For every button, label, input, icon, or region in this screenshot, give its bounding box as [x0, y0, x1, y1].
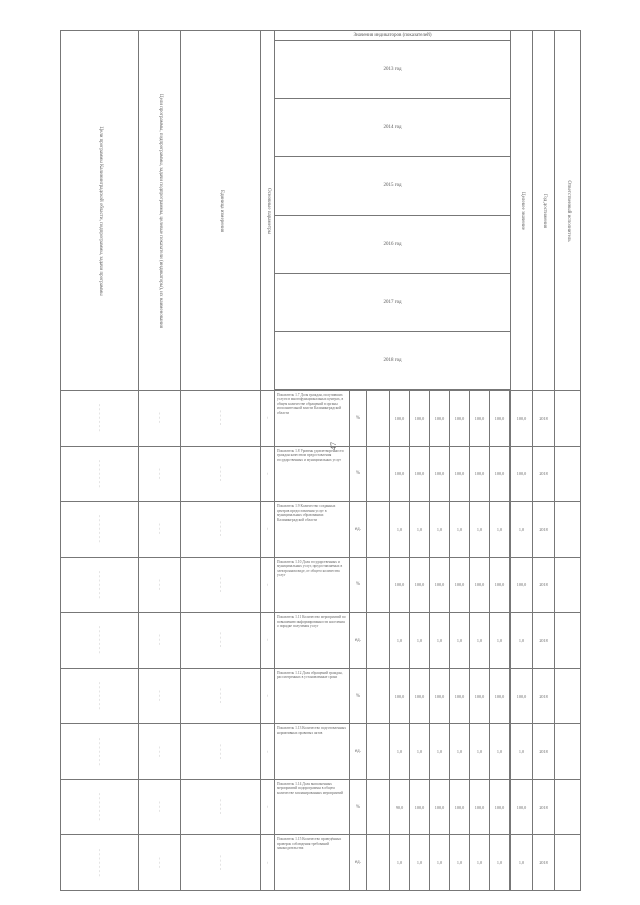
dash-marks: – – – – — [218, 410, 223, 426]
achievement-year: 2018 — [533, 835, 555, 891]
year-value: 1,0 — [490, 835, 510, 890]
table-row — [61, 446, 581, 502]
year-value: 90,0 — [390, 780, 410, 835]
goal-marks-cell — [61, 613, 139, 669]
year-value: 1,0 — [410, 613, 430, 668]
year-value: 100,0 — [450, 391, 470, 446]
responsible-cell — [555, 557, 581, 613]
year-header: 2016 год — [275, 216, 510, 274]
responsible-cell — [555, 835, 581, 891]
row-number-cell — [261, 724, 275, 780]
year-value: 100,0 — [430, 669, 450, 724]
year-value: 100,0 — [450, 669, 470, 724]
dash-marks: – — [265, 472, 270, 476]
baseline-value — [367, 780, 390, 835]
year-value: 1,0 — [410, 724, 430, 779]
indicator-cell — [275, 502, 511, 558]
table-row — [61, 557, 581, 613]
year-value: 100,0 — [490, 558, 510, 613]
year-header-cell — [533, 31, 555, 391]
dash-marks: – – – – — [218, 632, 223, 649]
year-value: 100,0 — [410, 780, 430, 835]
indicator-cell — [275, 446, 511, 502]
achievement-year: 2018 — [533, 724, 555, 780]
year-value: 1,0 — [430, 613, 450, 668]
baseline-value — [367, 835, 390, 890]
subprogram-marks-cell — [139, 724, 181, 780]
dash-marks: – – – – – – – — [97, 848, 102, 877]
dash-marks: – – – – — [218, 855, 223, 871]
year-value: 1,0 — [410, 502, 430, 557]
table-row — [61, 613, 581, 669]
goal-marks-cell — [61, 835, 139, 891]
goal-header-text: Цели программы Калининградской области, подпрограммы, задачи программы — [97, 125, 103, 296]
goal-marks-cell — [61, 391, 139, 447]
year-value: 100,0 — [470, 391, 490, 446]
dash-marks: – — [265, 861, 270, 864]
subprogram-marks-cell — [139, 668, 181, 724]
target-header-text: Целевое значение — [519, 191, 525, 230]
unit-value: ед. — [350, 502, 367, 557]
subprogram-marks-cell — [139, 779, 181, 835]
indicator-text: Показатель 1.10 Доля государственных и муниципальных услуг, предоставляемых в электронном виде, от общего количества услуг — [275, 558, 350, 613]
row-number-cell — [261, 835, 275, 891]
year-value: 1,0 — [430, 835, 450, 890]
dash-marks: – – – – – – – — [97, 571, 102, 599]
goal-marks-cell — [61, 668, 139, 724]
baseline-header-cell — [261, 31, 275, 391]
year-value: 1,0 — [490, 502, 510, 557]
year-value: 100,0 — [430, 780, 450, 835]
target-value: 100,0 — [511, 391, 533, 447]
baseline-value — [367, 558, 390, 613]
row-number-cell — [261, 502, 275, 558]
dash-marks: – – – – – – – — [97, 459, 102, 488]
goal-header-cell — [61, 31, 139, 391]
year-value: 1,0 — [390, 835, 410, 890]
responsible-cell — [555, 668, 581, 724]
header-band — [61, 31, 581, 391]
task-marks-cell — [181, 835, 261, 891]
subprogram-marks-cell — [139, 446, 181, 502]
year-value: 100,0 — [390, 558, 410, 613]
dash-marks: – – – — [157, 634, 162, 646]
unit-value: ед. — [350, 724, 367, 779]
unit-value: % — [350, 447, 367, 502]
dash-marks: – – – – – – – — [97, 404, 102, 433]
indicator-content — [275, 502, 510, 557]
year-value: 1,0 — [470, 724, 490, 779]
target-value: 1,0 — [511, 835, 533, 891]
year-header: 2015 год — [275, 157, 510, 215]
achievement-year: 2018 — [533, 779, 555, 835]
baseline-value — [367, 724, 390, 779]
responsible-header-text: Ответственный исполнитель — [565, 179, 571, 242]
task-marks-cell — [181, 779, 261, 835]
dash-marks: – – – – – – – — [97, 682, 102, 710]
baseline-header-text: Основные параметры — [265, 187, 271, 234]
year-value: 1,0 — [470, 613, 490, 668]
unit-header-text: Единица измерения — [218, 189, 224, 232]
dash-marks: – – – – — [218, 743, 223, 760]
year-value: 100,0 — [390, 669, 410, 724]
goal-marks-cell — [61, 502, 139, 558]
goal-marks-cell — [61, 446, 139, 502]
indicator-content — [275, 780, 510, 835]
year-value: 100,0 — [490, 669, 510, 724]
achievement-year: 2018 — [533, 502, 555, 558]
row-number-cell — [261, 557, 275, 613]
indicator-cell — [275, 668, 511, 724]
indicator-cell — [275, 557, 511, 613]
target-value: 100,0 — [511, 779, 533, 835]
year-header: 2017 год — [275, 274, 510, 332]
year-value: 1,0 — [410, 835, 430, 890]
responsible-cell — [555, 502, 581, 558]
year-value: 1,0 — [490, 613, 510, 668]
task-marks-cell — [181, 724, 261, 780]
target-value: 1,0 — [511, 724, 533, 780]
year-value: 1,0 — [450, 502, 470, 557]
indicator-content — [275, 558, 510, 613]
year-header: 2013 год — [275, 41, 510, 99]
dash-marks: – – – – — [218, 466, 223, 482]
subprogram-marks-cell — [139, 391, 181, 447]
indicators-table — [60, 30, 581, 891]
table-row — [61, 724, 581, 780]
year-value: 100,0 — [450, 780, 470, 835]
year-value: 100,0 — [470, 669, 490, 724]
table-row — [61, 502, 581, 558]
dash-marks: – – – — [157, 857, 162, 869]
dash-marks: – – – – – – – — [97, 737, 102, 766]
year-value: 100,0 — [450, 447, 470, 502]
target-value: 100,0 — [511, 446, 533, 502]
dash-marks: – – – – — [218, 688, 223, 704]
indicator-cell — [275, 391, 511, 447]
dash-marks: – – – — [157, 801, 162, 813]
page-number: 47 — [329, 442, 338, 450]
indicator-content — [275, 669, 510, 724]
dash-marks: – — [265, 639, 270, 642]
unit-value: % — [350, 391, 367, 446]
goal-marks-cell — [61, 557, 139, 613]
indicator-text: Показатель 1.12 Доля обращений граждан, рассмотренных в установленные сроки — [275, 669, 350, 724]
year-value: 100,0 — [410, 669, 430, 724]
year-value: 1,0 — [450, 613, 470, 668]
dash-marks: – – – — [157, 690, 162, 702]
target-header-cell — [511, 31, 533, 391]
table-row — [61, 779, 581, 835]
responsible-cell — [555, 724, 581, 780]
year-value: 100,0 — [470, 558, 490, 613]
year-value: 100,0 — [390, 391, 410, 446]
subprogram-marks-cell — [139, 835, 181, 891]
table-row — [61, 391, 581, 447]
table-row — [61, 835, 581, 891]
indicator-text: Показатель 1.9 Количество созданных центров предоставления услуг в муниципальных образованиях Калининградской области — [275, 502, 350, 557]
baseline-value — [367, 447, 390, 502]
target-value: 1,0 — [511, 502, 533, 558]
task-marks-cell — [181, 668, 261, 724]
year-value: 100,0 — [490, 391, 510, 446]
dash-marks: – – – – – – – — [97, 626, 102, 655]
indicator-header-cell — [139, 31, 181, 391]
subprogram-marks-cell — [139, 613, 181, 669]
indicator-content — [275, 391, 510, 446]
dash-marks: – – – – — [218, 521, 223, 537]
year-value: 1,0 — [390, 724, 410, 779]
responsible-header-cell — [555, 31, 581, 391]
year-value: 100,0 — [430, 558, 450, 613]
indicator-text: Показатель 1.11 Количество мероприятий по повышению информированности населения о порядке получения услуг — [275, 613, 350, 668]
year-value: 100,0 — [430, 391, 450, 446]
indicator-content — [275, 447, 510, 502]
year-value: 1,0 — [490, 724, 510, 779]
year-value: 1,0 — [470, 502, 490, 557]
row-number-cell — [261, 391, 275, 447]
year-value: 100,0 — [430, 447, 450, 502]
indicator-text: Показатель 1.7 Доля граждан, получивших услуги в многофункциональных центрах, в общем количестве обращений в органы исполнительной власти Калининградской области — [275, 391, 350, 446]
year-value: 100,0 — [490, 447, 510, 502]
rotated-table-sheet — [60, 30, 580, 890]
year-value: 1,0 — [430, 724, 450, 779]
dash-marks: – — [265, 416, 270, 420]
dash-marks: – — [265, 694, 270, 698]
years-header-strip — [275, 31, 510, 390]
indicator-content — [275, 835, 510, 890]
achievement-year: 2018 — [533, 613, 555, 669]
target-value: 100,0 — [511, 557, 533, 613]
year-value: 100,0 — [390, 447, 410, 502]
subprogram-marks-cell — [139, 557, 181, 613]
year-value: 100,0 — [410, 558, 430, 613]
year-header: 2014 год — [275, 99, 510, 157]
year-header: 2018 год — [275, 332, 510, 390]
dash-marks: – — [265, 805, 270, 809]
task-marks-cell — [181, 613, 261, 669]
year-value: 1,0 — [390, 502, 410, 557]
responsible-cell — [555, 779, 581, 835]
values-header-cell — [275, 31, 511, 391]
indicator-cell — [275, 835, 511, 891]
dash-marks: – – – – — [218, 799, 223, 815]
goal-marks-cell — [61, 724, 139, 780]
target-value: 1,0 — [511, 613, 533, 669]
task-marks-cell — [181, 391, 261, 447]
unit-value: % — [350, 558, 367, 613]
dash-marks: – – – – – – – — [97, 793, 102, 821]
achievement-year: 2018 — [533, 668, 555, 724]
dash-marks: – — [265, 583, 270, 587]
goal-marks-cell — [61, 779, 139, 835]
unit-value: ед. — [350, 835, 367, 890]
dash-marks: – – – — [157, 579, 162, 591]
indicator-cell — [275, 779, 511, 835]
dash-marks: – — [265, 750, 270, 753]
indicator-text: Показатель 1.15 Количество проведённых проверок соблюдения требований законодательства — [275, 835, 350, 890]
achievement-year: 2018 — [533, 557, 555, 613]
subprogram-marks-cell — [139, 502, 181, 558]
indicator-text: Показатель 1.13 Количество подготовленных нормативных правовых актов — [275, 724, 350, 779]
year-value: 100,0 — [450, 558, 470, 613]
dash-marks: – — [265, 528, 270, 531]
year-value: 1,0 — [470, 835, 490, 890]
baseline-value — [367, 391, 390, 446]
year-value: 100,0 — [410, 391, 430, 446]
row-number-cell — [261, 779, 275, 835]
dash-marks: – – – — [157, 746, 162, 758]
unit-header-cell — [181, 31, 261, 391]
unit-value: % — [350, 780, 367, 835]
achievement-year: 2018 — [533, 446, 555, 502]
unit-value: ед. — [350, 613, 367, 668]
responsible-cell — [555, 613, 581, 669]
task-marks-cell — [181, 557, 261, 613]
dash-marks: – – – — [157, 468, 162, 480]
values-header-text: Значения индикаторов (показателей) — [275, 31, 510, 41]
baseline-value — [367, 669, 390, 724]
row-number-cell — [261, 668, 275, 724]
baseline-value — [367, 502, 390, 557]
year-value: 1,0 — [450, 835, 470, 890]
year-value: 1,0 — [450, 724, 470, 779]
year-header-text: Год достижения — [541, 193, 547, 228]
dash-marks: – – – — [157, 412, 162, 424]
responsible-cell — [555, 446, 581, 502]
year-value: 1,0 — [430, 502, 450, 557]
row-number-cell — [261, 613, 275, 669]
year-value: 100,0 — [410, 447, 430, 502]
dash-marks: – – – – – – – — [97, 515, 102, 544]
year-value: 100,0 — [470, 447, 490, 502]
indicator-header-text: Цели программы, подпрограммы, задачи подпрограммы, целевые показатели (индикаторы), их наименования — [157, 93, 163, 328]
row-number-cell — [261, 446, 275, 502]
target-value: 100,0 — [511, 668, 533, 724]
baseline-value — [367, 613, 390, 668]
task-marks-cell — [181, 502, 261, 558]
indicator-content — [275, 724, 510, 779]
dash-marks: – – – – — [218, 577, 223, 593]
indicator-cell — [275, 724, 511, 780]
year-value: 1,0 — [390, 613, 410, 668]
unit-value: % — [350, 669, 367, 724]
indicator-cell — [275, 613, 511, 669]
year-value: 100,0 — [470, 780, 490, 835]
task-marks-cell — [181, 446, 261, 502]
responsible-cell — [555, 391, 581, 447]
indicator-text: Показатель 1.8 Уровень удовлетворенности граждан качеством предоставления государственных и муниципальных услуг — [275, 447, 350, 502]
year-value: 100,0 — [490, 780, 510, 835]
achievement-year: 2018 — [533, 391, 555, 447]
indicator-content — [275, 613, 510, 668]
dash-marks: – – – — [157, 523, 162, 535]
table-row — [61, 668, 581, 724]
indicator-text: Показатель 1.14 Доля выполненных мероприятий подпрограммы в общем количестве запланированных мероприятий — [275, 780, 350, 835]
